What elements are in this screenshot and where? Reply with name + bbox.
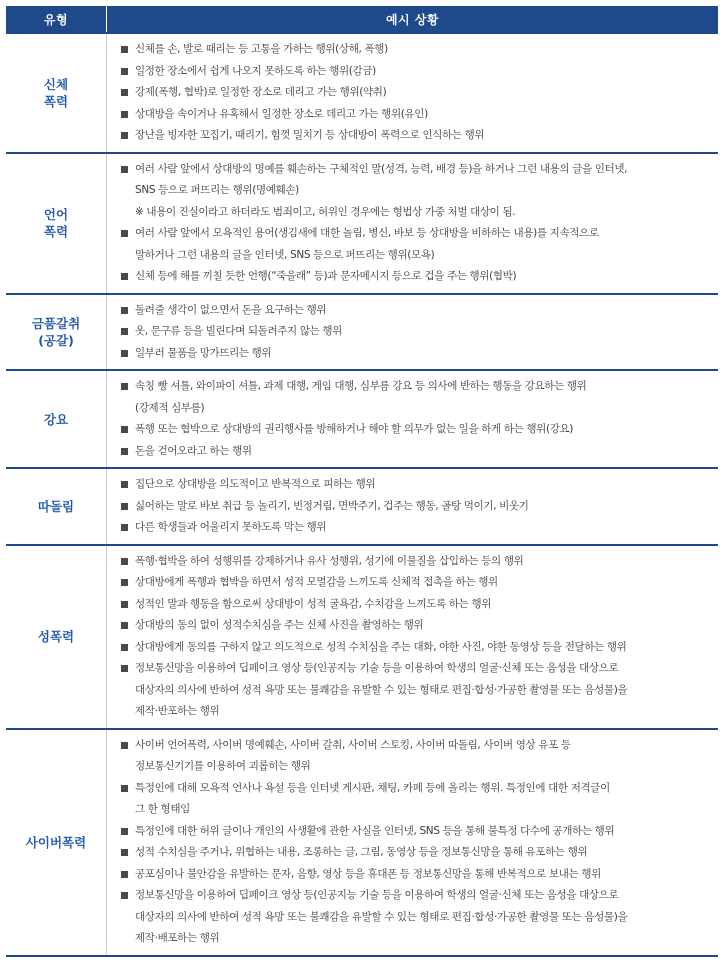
examples-coercion xyxy=(107,370,719,468)
list-item: 상대방에게 폭행과 협박을 하면서 성적 모멸감을 느끼도록 신체적 접촉을 하는 행위 xyxy=(121,572,712,594)
table-header-row xyxy=(6,6,718,33)
table-row xyxy=(6,294,718,371)
table-row xyxy=(6,729,718,956)
school-violence-table xyxy=(6,6,718,957)
table-row xyxy=(6,545,718,729)
list-item: 여러 사람 앞에서 상대방의 명예를 훼손하는 구체적인 말(성격, 능력, 배경 등)을 하거나 그런 내용의 글을 인터넷, SNS 등으로 퍼뜨리는 행위(명예훼손) xyxy=(121,159,712,202)
type-physical: 신체 폭력 xyxy=(6,33,107,153)
list-item: 장난을 빙자한 꼬집기, 때리기, 힘껏 밀치기 등 상대방이 폭력으로 인식하는 행위 xyxy=(121,125,712,147)
list-item: 상대방의 동의 없이 성적수치심을 주는 신체 사진을 촬영하는 행위 xyxy=(121,615,712,637)
list-item: 정보통신망을 이용하여 딥페이크 영상 등(인공지능 기술 등을 이용하여 학생의 얼굴·신체 또는 음성을 대상으로 대상자의 의사에 반하여 성적 욕망 또는 불쾌감을 유발할 수 있는 형태로 편집·합성·가공한 촬영물 또는 음성물)을 제작·반포하는 행위 xyxy=(121,658,712,723)
list-item: 사이버 언어폭력, 사이버 명예훼손, 사이버 갈취, 사이버 스토킹, 사이버 따돌림, 사이버 영상 유포 등 정보통신기기를 이용하여 괴롭히는 행위 xyxy=(121,735,712,778)
examples-verbal xyxy=(107,153,719,294)
type-sexual: 성폭력 xyxy=(6,545,107,729)
header-example: 예시 상황 xyxy=(107,6,719,33)
table-row xyxy=(6,370,718,468)
type-verbal: 언어 폭력 xyxy=(6,153,107,294)
examples-physical xyxy=(107,33,719,153)
list-item: 다른 학생들과 어울리지 못하도록 막는 행위 xyxy=(121,517,712,539)
type-extortion: 금품갈취 (공갈) xyxy=(6,294,107,371)
type-coercion: 강요 xyxy=(6,370,107,468)
type-cyber: 사이버폭력 xyxy=(6,729,107,956)
examples-ostracism xyxy=(107,468,719,545)
list-item: 공포심이나 불안감을 유발하는 문자, 음향, 영상 등을 휴대폰 등 정보통신망을 통해 반복적으로 보내는 행위 xyxy=(121,864,712,886)
list-item: 성적인 말과 행동을 함으로써 상대방이 성적 굴욕감, 수치감을 느끼도록 하는 행위 xyxy=(121,594,712,616)
list-item: 성적 수치심을 주거나, 위협하는 내용, 조롱하는 글, 그림, 동영상 등을 정보통신망을 통해 유포하는 행위 xyxy=(121,842,712,864)
list-item: 싫어하는 말로 바보 취급 등 놀리기, 빈정거림, 면박주기, 겁주는 행동, 골탕 먹이기, 비웃기 xyxy=(121,496,712,518)
list-item: 폭행 또는 협박으로 상대방의 권리행사를 방해하거나 해야 할 의무가 없는 일을 하게 하는 행위(강요) xyxy=(121,419,712,441)
list-item: 강제(폭행, 협박)로 일정한 장소로 데리고 가는 행위(약취) xyxy=(121,82,712,104)
table-row xyxy=(6,33,718,153)
list-item: 집단으로 상대방을 의도적이고 반복적으로 피하는 행위 xyxy=(121,474,712,496)
list-item: 여러 사람 앞에서 모욕적인 용어(생김새에 대한 놀림, 병신, 바보 등 상대방을 비하하는 내용)를 지속적으로 말하거나 그런 내용의 글을 인터넷, SNS 등으로 퍼뜨리는 행위(모욕) xyxy=(121,223,712,266)
list-item: 특정인에 대한 허위 글이나 개인의 사생활에 관한 사실을 인터넷, SNS 등을 통해 불특정 다수에 공개하는 행위 xyxy=(121,821,712,843)
list-item: 일정한 장소에서 쉽게 나오지 못하도록 하는 행위(감금) xyxy=(121,61,712,83)
table-row xyxy=(6,468,718,545)
list-item: 특정인에 대해 모욕적 언사나 욕설 등을 인터넷 게시판, 채팅, 카페 등에 올리는 행위. 특정인에 대한 저격글이 그 한 형태임 xyxy=(121,778,712,821)
examples-sexual xyxy=(107,545,719,729)
list-item: 돌려줄 생각이 없으면서 돈을 요구하는 행위 xyxy=(121,300,712,322)
list-item: 상대방을 속이거나 유혹해서 일정한 장소로 데리고 가는 행위(유인) xyxy=(121,104,712,126)
list-item: 옷, 문구류 등을 빌린다며 되돌려주지 않는 행위 xyxy=(121,321,712,343)
list-item: 상대방에게 동의를 구하지 않고 의도적으로 성적 수치심을 주는 대화, 야한 사진, 야한 동영상 등을 전달하는 행위 xyxy=(121,637,712,659)
list-item: 신체 등에 해를 끼칠 듯한 언행(“죽을래” 등)과 문자메시지 등으로 겁을 주는 행위(협박) xyxy=(121,266,712,288)
list-item: 폭행·협박을 하여 성행위를 강제하거나 유사 성행위, 성기에 이물질을 삽입하는 등의 행위 xyxy=(121,551,712,573)
examples-cyber xyxy=(107,729,719,956)
list-item: 일부러 물품을 망가뜨리는 행위 xyxy=(121,343,712,365)
examples-extortion xyxy=(107,294,719,371)
list-item: 돈을 걷어오라고 하는 행위 xyxy=(121,441,712,463)
list-item: 정보통신망을 이용하여 딥페이크 영상 등(인공지능 기술 등을 이용하여 학생의 얼굴·신체 또는 음성을 대상으로 대상자의 의사에 반하여 성적 욕망 또는 불쾌감을 유발할 수 있는 형태로 편집·합성·가공한 촬영물 또는 음성물)을 제작·배포하는 행위 xyxy=(121,885,712,950)
type-ostracism: 따돌림 xyxy=(6,468,107,545)
header-type: 유형 xyxy=(6,6,107,33)
note-text: ※ 내용이 진실이라고 하더라도 범죄이고, 허위인 경우에는 형법상 가중 처벌 대상이 됨. xyxy=(135,205,516,218)
list-item: 신체를 손, 발로 때리는 등 고통을 가하는 행위(상해, 폭행) xyxy=(121,39,712,61)
list-item: 속칭 빵 셔틀, 와이파이 셔틀, 과제 대행, 게임 대행, 심부름 강요 등 의사에 반하는 행동을 강요하는 행위 (강제적 심부름) xyxy=(121,376,712,419)
table-row xyxy=(6,153,718,294)
